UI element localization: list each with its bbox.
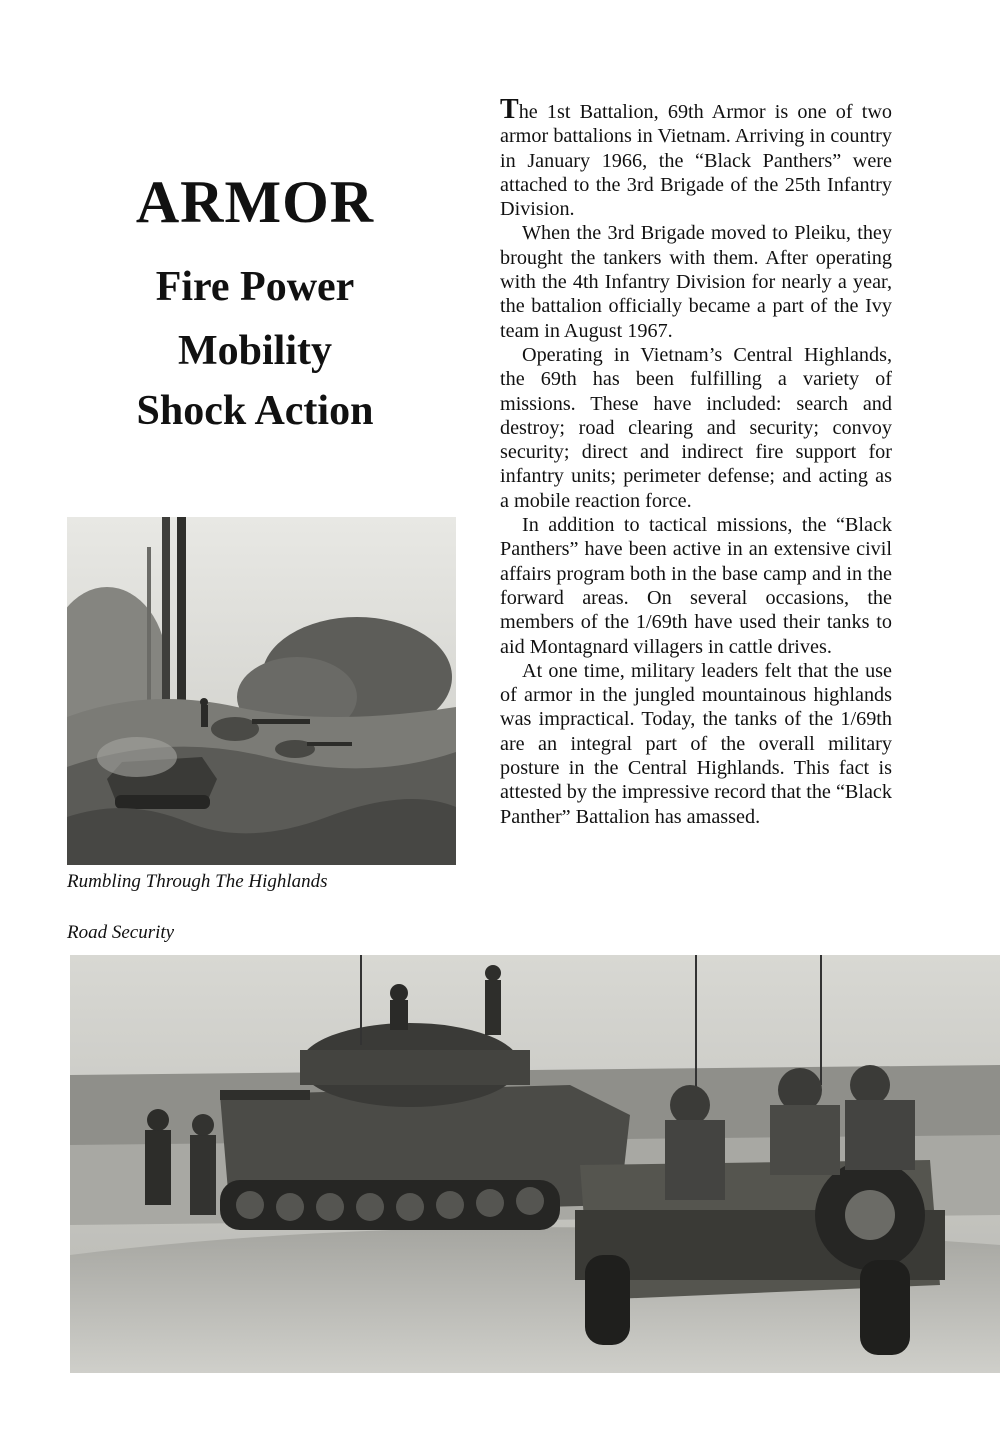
article-paragraph-text: he 1st Battalion, 69th Armor is one of two armor battalions in Vietnam. Arriving in country in January 1966, the “Black Panthers” were attached to the 3rd Brigade of the 25th Infantry Division. bbox=[500, 101, 892, 221]
article-dropcap: T bbox=[500, 94, 519, 125]
road-security-photo bbox=[70, 955, 1000, 1373]
article-body bbox=[500, 94, 892, 829]
tank-jungle-photo bbox=[67, 517, 456, 865]
headline-line-mobility: Mobility bbox=[178, 328, 332, 374]
headline-line-fire-power: Fire Power bbox=[155, 264, 355, 310]
top-photo-caption: Rumbling Through The Highlands bbox=[67, 871, 328, 892]
headline-title: ARMOR bbox=[135, 169, 375, 235]
article-paragraph bbox=[500, 94, 892, 221]
article-paragraph: In addition to tactical missions, the “Black Panthers” have been active in an extensive civil affairs program both in the base camp and in the forward areas. On several occasions, the members of the 1/69th have used their tanks to aid Montagnard villagers in cattle drives. bbox=[500, 514, 892, 658]
tank-jeep-road-illustration bbox=[70, 955, 1000, 1373]
bottom-photo-caption: Road Security bbox=[67, 922, 175, 943]
headline-line-shock-action: Shock Action bbox=[136, 388, 374, 434]
article-paragraph: At one time, military leaders felt that the use of armor in the jungled mountainous highlands was impractical. Today, the tanks of the 1/69th are an integral part of the overall military posture in the Central Highlands. This fact is attested by the impressive record that the “Black Panther” Battalion has amassed. bbox=[500, 659, 892, 828]
article-paragraph: Operating in Vietnam’s Central Highlands, the 69th has been fulfilling a variety of missions. These have included: search and destroy; road clearing and security; convoy security; direct and indirect fire support for infantry units; perimeter defense; and acting as a mobile reaction force. bbox=[500, 343, 892, 512]
article-paragraph: When the 3rd Brigade moved to Pleiku, they brought the tankers with them. After operating with the 4th Infantry Division for nearly a year, the battalion officially became a part of the Ivy team in August 1967. bbox=[500, 222, 892, 342]
tank-jungle-illustration bbox=[67, 517, 456, 865]
